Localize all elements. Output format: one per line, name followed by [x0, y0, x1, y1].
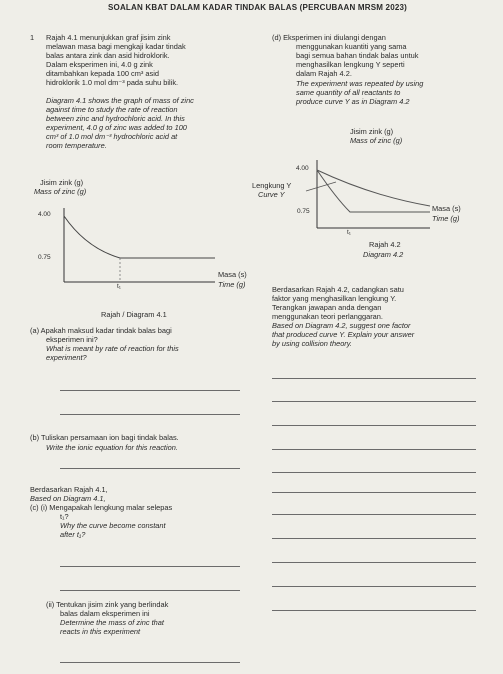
answer-line-d7[interactable]	[272, 514, 476, 515]
graph1-xlabel-english: Time (g)	[218, 280, 246, 289]
answer-line-d10[interactable]	[272, 586, 476, 587]
intro-english-line: experiment, 4.0 g of zinc was added to 100	[46, 123, 187, 132]
question-d-malay-line: menghasilkan lengkung Y seperti	[296, 60, 405, 69]
question-d2-english-line: by using collision theory.	[272, 339, 352, 348]
answer-line-d6[interactable]	[272, 492, 476, 493]
graph2-curve-y	[317, 170, 430, 206]
answer-line-d2[interactable]	[272, 401, 476, 402]
question-d-malay-line: dalam Rajah 4.2.	[296, 69, 352, 78]
intro-malay-line: balas antara zink dan asid hidroklorik.	[46, 51, 170, 60]
question-d-english-line: same quantity of all reactants to	[296, 88, 401, 97]
graph1-xlabel-malay: Masa (s)	[218, 270, 247, 279]
based-on-english: Based on Diagram 4.1,	[30, 494, 106, 503]
graph1-xtick: t₁	[117, 283, 121, 290]
question-cii-english-line: reacts in this experiment	[60, 627, 141, 636]
curve-y-label-english: Curve Y	[258, 190, 285, 199]
answer-line-d9[interactable]	[272, 562, 476, 563]
question-d2-english	[272, 321, 414, 348]
question-d-malay-line: (d) Eksperimen ini diulangi dengan	[272, 33, 386, 42]
question-d-malay-line: menggunakan kuantiti yang sama	[296, 42, 407, 51]
graph2-ylabel-malay: Jisim zink (g)	[350, 127, 394, 136]
graph2-xtick: t₁	[347, 229, 351, 236]
question-b-english: Write the ionic equation for this reaction.	[46, 443, 178, 452]
question-ci-english-line: Why the curve become constant	[60, 521, 166, 530]
graph1-ylabel-malay: Jisim zink (g)	[40, 178, 84, 187]
graph2-ytick-top: 4.00	[296, 165, 309, 172]
graph1-ytick-low: 0.75	[38, 254, 51, 261]
question-a-english-line: What is meant by rate of reaction for this	[46, 344, 179, 353]
question-cii-english-line: Determine the mass of zinc that	[60, 618, 164, 627]
graph1-ylabel-english: Mass of zinc (g)	[34, 187, 87, 196]
question-d2-malay-line: menggunakan teori perlanggaran.	[272, 312, 383, 321]
question-d-english-line: The experiment was repeated by using	[296, 79, 424, 88]
curve-y-label-malay: Lengkung Y	[252, 181, 292, 190]
intro-english-line: Diagram 4.1 shows the graph of mass of zinc	[46, 96, 194, 105]
question-cii-malay-line: (ii) Tentukan jisim zink yang berlindak	[46, 600, 169, 609]
question-a-english-line: experiment?	[46, 353, 87, 362]
question-number: 1	[30, 33, 35, 42]
question-d2-malay-line: Terangkan jawapan anda dengan	[272, 303, 382, 312]
graph2-xlabel-english: Time (g)	[432, 214, 460, 223]
question-ci-malay-line: (c) (i) Mengapakah lengkung malar selepas	[30, 503, 173, 512]
question-d2-malay	[272, 285, 404, 321]
answer-line-d8[interactable]	[272, 538, 476, 539]
diagram1-caption: Rajah / Diagram 4.1	[101, 310, 167, 319]
question-d2-english-line: that produced curve Y. Explain your answer	[272, 330, 415, 339]
intro-malay-line: melawan masa bagi mengkaji kadar tindak	[46, 42, 186, 51]
graph2-curve-original	[317, 170, 430, 212]
answer-line-d11[interactable]	[272, 610, 476, 611]
question-ci-english-line: after t₁?	[60, 530, 86, 539]
intro-malay-line: Rajah 4.1 menunjukkan graf jisim zink	[46, 33, 171, 42]
question-ci-malay-line: t₁?	[60, 512, 69, 521]
graph2-xlabel-malay: Masa (s)	[432, 204, 461, 213]
question-d2-malay-line: Berdasarkan Rajah 4.2, cadangkan satu	[272, 285, 404, 294]
intro-malay-line: Dalam eksperimen ini, 4.0 g zink	[46, 60, 153, 69]
graph2-ylabel-english: Mass of zinc (g)	[350, 136, 403, 145]
based-on-malay: Berdasarkan Rajah 4.1,	[30, 485, 108, 494]
answer-line-d4[interactable]	[272, 449, 476, 450]
question-b-malay: (b) Tuliskan persamaan ion bagi tindak balas.	[30, 433, 179, 442]
answer-line-d3[interactable]	[272, 425, 476, 426]
intro-english-line: against time to study the rate of reaction	[46, 105, 178, 114]
answer-line-d5[interactable]	[272, 472, 476, 473]
answer-line-d1[interactable]	[272, 378, 476, 379]
intro-english-line: cm³ of 1.0 mol dm⁻³ hydrochloric acid at	[46, 132, 178, 141]
graph1-ytick-top: 4.00	[38, 211, 51, 218]
question-d2-english-line: Based on Diagram 4.2, suggest one factor	[272, 321, 411, 330]
question-cii-malay-line: balas dalam eksperimen ini	[60, 609, 150, 618]
question-d-malay-line: bagi semua bahan tindak balas untuk	[296, 51, 419, 60]
graph2-ytick-low: 0.75	[297, 208, 310, 215]
worksheet-header: SOALAN KBAT DALAM KADAR TINDAK BALAS (PERCUBAAN MRSM 2023)	[108, 3, 408, 12]
diagram2-caption-english: Diagram 4.2	[363, 250, 404, 259]
question-d-english-line: produce curve Y as in Diagram 4.2	[296, 97, 410, 106]
question-a-malay-line: (a) Apakah maksud kadar tindak balas bagi	[30, 326, 172, 335]
intro-english-line: room temperature.	[46, 141, 107, 150]
intro-malay-line: ditambahkan kepada 100 cm³ asid	[46, 69, 159, 78]
diagram2-caption-malay: Rajah 4.2	[369, 240, 401, 249]
intro-english-line: between zinc and hydrochloric acid. In this	[46, 114, 185, 123]
question-d2-malay-line: faktor yang menghasilkan lengkung Y.	[272, 294, 397, 303]
intro-malay-line: hidroklorik 1.0 mol dm⁻³ pada suhu bilik.	[46, 78, 179, 87]
question-a-malay-line: eksperimen ini?	[46, 335, 98, 344]
